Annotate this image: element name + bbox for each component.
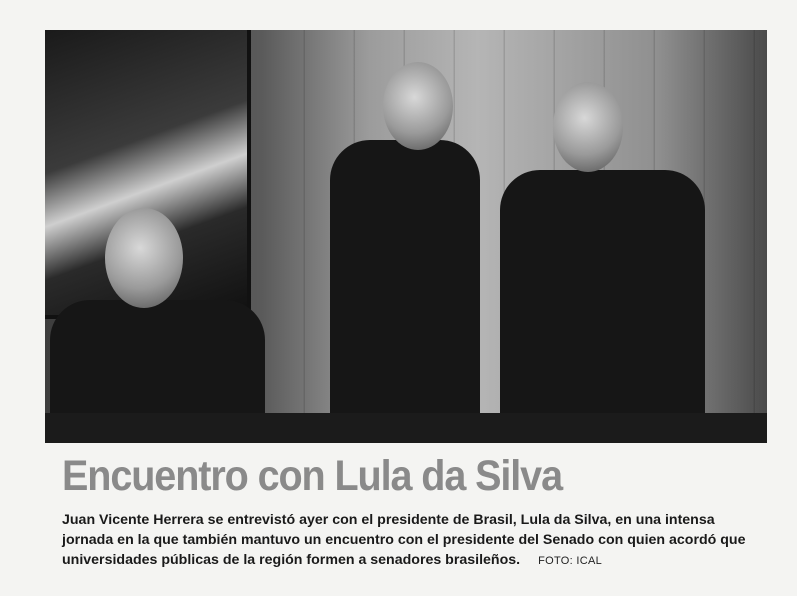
conference-table [45, 413, 767, 443]
standing-man-right [500, 170, 705, 440]
news-photo [45, 30, 767, 443]
standing-man-right-head [553, 82, 623, 172]
headline: Encuentro con Lula da Silva [62, 452, 562, 500]
standing-man-center-head [383, 62, 453, 150]
caption-text: Juan Vicente Herrera se entrevistó ayer con el presidente de Brasil, Lula da Silva, en una intensa jornada en la que también mantuvo un encuentro con el presidente del Senado con quien acordó que universidades públicas de la región formen a senadores brasileños. [62, 512, 746, 568]
photo-credit: FOTO: ICAL [538, 555, 603, 567]
standing-man-center [330, 140, 480, 440]
caption [62, 510, 756, 571]
seated-man-head [105, 208, 183, 308]
